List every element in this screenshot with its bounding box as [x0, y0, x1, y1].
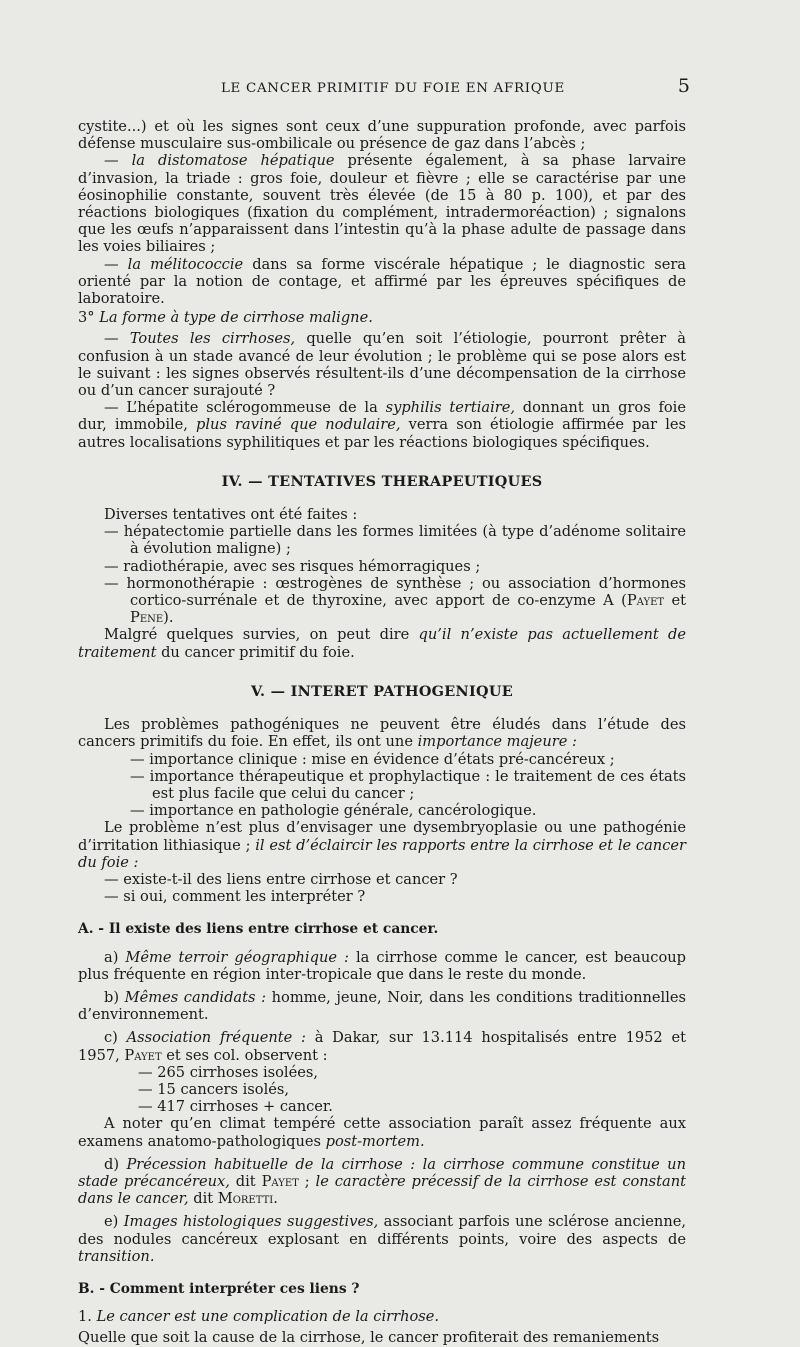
paragraph-melitococcie: — la mélitococcie dans sa forme viscérale hépatique ; le diagnostic sera orienté par la notion de contage, et affirmé par les épreuves spécifiques de laboratoire.: [78, 255, 687, 308]
pathogenique-probleme: Le problème n’est plus d’envisager une dysembryoplasie ou une pathogénie d’irritation lithiasique ; il est d’éclaircir les rapports entre la cirrhose et le cancer du foie :: [78, 819, 686, 871]
paragraph-distomatose: — la distomatose hépatique présente également, à sa phase larvaire d’invasion, la triade : gros foie, douleur et fièvre ; elle se caractérise par une éosinophilie constante, souvent très élevée (de 15 à 80 p. 100), et par des réactions biologiques (fixation du complément, intradermoréaction) ; signalons que les œufs n’apparaissent dans l’intestin qu’à la phase adulte de passage dans les voies biliaires ;: [78, 152, 687, 256]
list-item: — radiothérapie, avec ses risques hémorragiques ;: [104, 557, 481, 575]
list-item: — importance thérapeutique et prophylactique : le traitement de ces états est plus facile que celui du cancer ;: [130, 767, 686, 802]
list-item: — importance clinique : mise en évidence d’états pré-cancéreux ;: [130, 750, 615, 768]
point-precession: d) Précession habituelle de la cirrhose : la cirrhose commune constitue un stade précancéreux, dit Payet ; le caractère précessif de la cirrhose est constant dans le cancer, dit Moretti.: [78, 1155, 687, 1208]
list-item: — hépatectomie partielle dans les formes limitées (à type d’adénome solitaire à évolution maligne) ;: [104, 523, 686, 558]
point-candidats: b) Mêmes candidats : homme, jeune, Noir, dans les conditions traditionnelles d’environnement.: [78, 988, 686, 1024]
count-item: — 417 cirrhoses + cancer.: [138, 1098, 333, 1116]
subheading-cirrhose-maligne: 3° La forme à type de cirrhose maligne.: [78, 309, 373, 327]
paragraph-syphilis: — L’hépatite sclérogommeuse de la syphilis tertiaire, donnant un gros foie dur, immobile, plus raviné que nodulaire, verra son étiologie affirmée par les autres localisations syphilitiques et par les réactions biologiques spécifiques.: [78, 399, 687, 451]
page-header: [78, 75, 690, 102]
pathogenique-intro: Les problèmes pathogéniques ne peuvent être éludés dans l’étude des cancers primitifs du foie. En effet, ils ont une importance majeure :: [78, 716, 686, 751]
section-title-pathogenique: V. — INTERET PATHOGENIQUE: [251, 682, 513, 700]
paragraph-abces: cystite...) et où les signes sont ceux d’une suppuration profonde, avec parfois défense musculaire sus-ombilicale ou présence de gaz dans l’abcès ;: [78, 118, 686, 153]
subsection-title-interpreter: B. - Comment interpréter ces liens ?: [78, 1280, 360, 1297]
note-climat-tempere: A noter qu’en climat tempéré cette association paraît assez fréquente aux examens anatomo-pathologiques post-mortem.: [78, 1115, 686, 1150]
subheading-complication: 1. Le cancer est une complication de la cirrhose.: [78, 1308, 440, 1326]
count-item: — 15 cancers isolés,: [138, 1080, 290, 1098]
question-item: — existe-t-il des liens entre cirrhose et cancer ?: [104, 870, 458, 888]
paragraph-remaniements: Quelle que soit la cause de la cirrhose, le cancer profiterait des remaniements: [78, 1329, 660, 1347]
list-item: — hormonothérapie : œstrogènes de synthèse ; ou association d’hormones cortico-surrénale et de thyroxine, avec apport de co-enzyme A (Payet et Pene).: [104, 574, 687, 627]
therapeutiques-lead: Diverses tentatives ont été faites :: [104, 506, 358, 524]
point-terroir: a) Même terroir géographique : la cirrhose comme le cancer, est beaucoup plus fréquente en région inter-tropicale que dans le reste du monde.: [78, 948, 686, 983]
therapeutiques-closing: Malgré quelques survies, on peut dire qu’il n’existe pas actuellement de traitement du cancer primitif du foie.: [78, 626, 686, 661]
paragraph-cirrhoses: — Toutes les cirrhoses, quelle qu’en soit l’étiologie, pourront prêter à confusion à un stade avancé de leur évolution ; le problème qui se pose alors est le suivant : les signes observés résultent-ils d’une décompensation de la cirrhose ou d’un cancer surajouté ?: [78, 330, 686, 400]
count-item: — 265 cirrhoses isolées,: [138, 1063, 318, 1081]
list-item: — importance en pathologie générale, cancérologique.: [130, 802, 537, 820]
point-images-histologiques: e) Images histologiques suggestives, associant parfois une sclérose ancienne, des nodules cancéreux explosant en différents points, voire des aspects de transition.: [78, 1213, 686, 1265]
question-item: — si oui, comment les interpréter ?: [104, 888, 366, 906]
point-association: c) Association fréquente : à Dakar, sur 13.114 hospitalisés entre 1952 et 1957, Payet et ses col. observent :: [78, 1029, 686, 1064]
running-title: LE CANCER PRIMITIF DU FOIE EN AFRIQUE: [220, 81, 565, 96]
subsection-title-liens: A. - Il existe des liens entre cirrhose et cancer.: [78, 921, 439, 938]
page-number: 5: [677, 75, 690, 97]
section-title-therapeutiques: IV. — TENTATIVES THERAPEUTIQUES: [221, 472, 543, 490]
